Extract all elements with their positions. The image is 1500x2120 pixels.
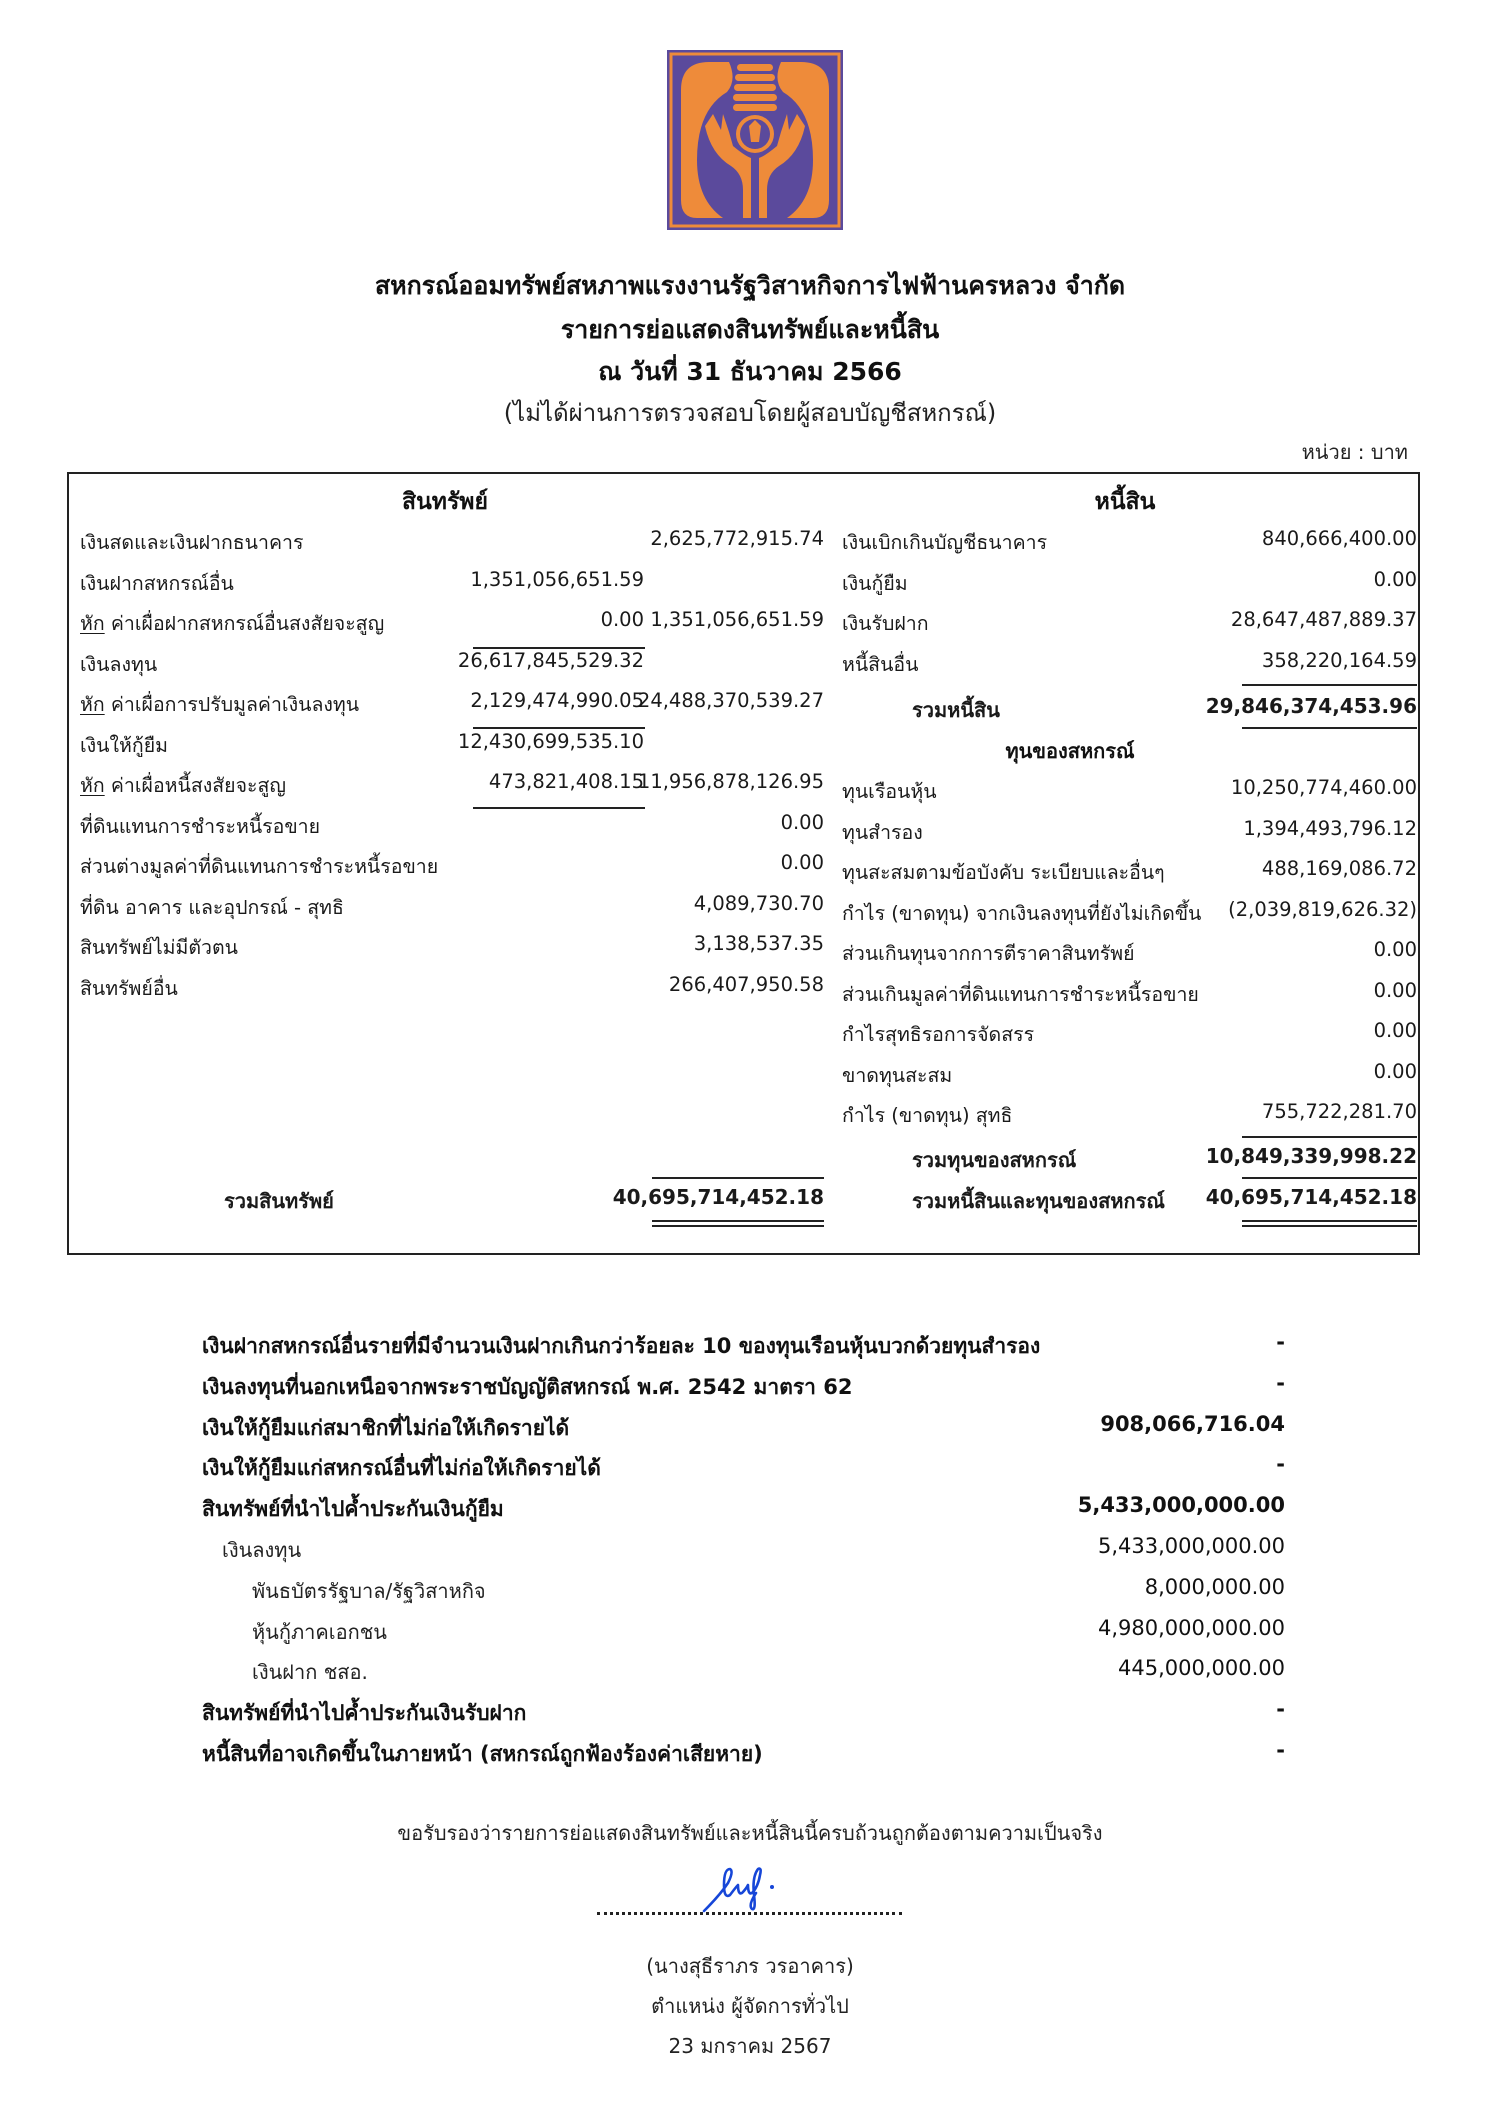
grand-total-label: รวมหนี้สินและทุนของสหกรณ์ xyxy=(912,1189,1165,1213)
asset-row-label xyxy=(80,527,303,558)
equity-total-rule xyxy=(1242,1177,1417,1179)
asset-amount: 0.00 xyxy=(780,810,824,834)
note-label: เงินลงทุน xyxy=(222,1538,302,1562)
asset-sub-amount: 0.00 xyxy=(600,608,644,631)
total-liabilities-value: 29,846,374,453.96 xyxy=(1205,694,1417,718)
currency-unit: หน่วย : บาท xyxy=(1301,440,1408,464)
asset-row-label xyxy=(80,892,344,923)
asset-row-label xyxy=(80,973,178,1004)
asset-item-name: ค่าเผื่อการปรับมูลค่าเงินลงทุน xyxy=(110,693,360,716)
equity-amount: 1,394,493,796.12 xyxy=(1243,816,1417,840)
asset-amount: 24,488,370,539.27 xyxy=(637,689,824,712)
asset-item-name: เงินลงทุน xyxy=(80,652,158,676)
subtotal-rule xyxy=(473,647,645,649)
signer-position: ตำแหน่ง ผู้จัดการทั่วไป xyxy=(651,1994,849,2018)
asset-item-name: ค่าเผื่อหนี้สงสัยจะสูญ xyxy=(110,774,287,797)
asset-amount: 4,089,730.70 xyxy=(693,891,824,915)
asset-item-name: ที่ดิน อาคาร และอุปกรณ์ - สุทธิ xyxy=(80,895,344,919)
asset-item-name: ที่ดินแทนการชำระหนี้รอขาย xyxy=(80,814,321,838)
grand-total-value: 40,695,714,452.18 xyxy=(1205,1185,1417,1209)
total-equity-value: 10,849,339,998.22 xyxy=(1205,1144,1417,1168)
liabilities-row-label: เงินเบิกเกินบัญชีธนาคาร xyxy=(842,531,1048,554)
equity-subtotal-rule xyxy=(1242,1136,1417,1138)
note-label: เงินให้กู้ยืมแก่สมาชิกที่ไม่ก่อให้เกิดรายได้ xyxy=(202,1415,570,1440)
asset-sub-amount: 2,129,474,990.05 xyxy=(470,689,644,712)
liabilities-amount: 0.00 xyxy=(1373,567,1417,591)
equity-amount: 10,250,774,460.00 xyxy=(1230,776,1417,799)
note-label: หนี้สินที่อาจเกิดขึ้นในภายหน้า (สหกรณ์ถูกฟ้องร้องค่าเสียหาย) xyxy=(202,1742,763,1766)
cooperative-logo-icon xyxy=(667,50,843,230)
asset-sub-amount: 26,617,845,529.32 xyxy=(457,648,644,672)
note-label: พันธบัตรรัฐบาล/รัฐวิสาหกิจ xyxy=(252,1578,486,1603)
equity-amount: 488,169,086.72 xyxy=(1261,857,1417,880)
note-label: สินทรัพย์ที่นำไปค้ำประกันเงินรับฝาก xyxy=(202,1701,527,1726)
deduct-prefix: หัก xyxy=(80,693,105,716)
assets-heading: สินทรัพย์ xyxy=(402,489,488,515)
total-assets-label: รวมสินทรัพย์ xyxy=(224,1189,334,1213)
equity-heading: ทุนของสหกรณ์ xyxy=(1005,739,1135,763)
report-title: รายการย่อแสดงสินทรัพย์และหนี้สิน xyxy=(560,315,940,344)
organization-name: สหกรณ์ออมทรัพย์สหภาพแรงงานรัฐวิสาหกิจการไฟฟ้านครหลวง จำกัด xyxy=(374,271,1126,300)
equity-row-label: ส่วนเกินทุนจากการตีราคาสินทรัพย์ xyxy=(842,942,1135,965)
liabilities-row-label: หนี้สินอื่น xyxy=(842,652,919,676)
equity-amount: 0.00 xyxy=(1373,938,1417,961)
note-amount: 445,000,000.00 xyxy=(1118,1656,1285,1681)
asset-sub-amount: 473,821,408.15 xyxy=(488,770,644,793)
note-label: หุ้นกู้ภาคเอกชน xyxy=(252,1619,387,1644)
equity-row-label: กำไร (ขาดทุน) สุทธิ xyxy=(842,1104,1013,1127)
deduct-prefix: หัก xyxy=(80,774,105,797)
asset-row-label xyxy=(80,730,168,761)
asset-row-label xyxy=(80,608,384,639)
equity-amount: 0.00 xyxy=(1373,1019,1417,1042)
signer-name: (นางสุธีราภร วรอาคาร) xyxy=(646,1954,854,1978)
equity-row-label: ทุนสะสมตามข้อบังคับ ระเบียบและอื่นๆ xyxy=(842,861,1165,884)
asset-item-name: ค่าเผื่อฝากสหกรณ์อื่นสงสัยจะสูญ xyxy=(110,612,385,635)
note-label: เงินฝากสหกรณ์อื่นรายที่มีจำนวนเงินฝากเกินกว่าร้อยละ 10 ของทุนเรือนหุ้นบวกด้วยทุนสำรอง xyxy=(202,1334,1041,1358)
note-label: สินทรัพย์ที่นำไปค้ำประกันเงินกู้ยืม xyxy=(202,1497,504,1522)
signature-date: 23 มกราคม 2567 xyxy=(668,2034,832,2058)
liabilities-amount: 28,647,487,889.37 xyxy=(1230,608,1417,631)
equity-row-label: ขาดทุนสะสม xyxy=(842,1063,953,1087)
asset-item-name: เงินให้กู้ยืม xyxy=(80,733,168,757)
asset-amount: 266,407,950.58 xyxy=(668,972,824,996)
liabilities-amount: 358,220,164.59 xyxy=(1261,648,1417,672)
liabilities-total-rule xyxy=(1242,727,1417,729)
note-amount: 4,980,000,000.00 xyxy=(1097,1615,1285,1640)
asset-row-label xyxy=(80,770,286,801)
note-amount: - xyxy=(1276,1370,1285,1395)
note-amount: - xyxy=(1276,1738,1285,1762)
asset-item-name: เงินฝากสหกรณ์อื่น xyxy=(80,571,234,595)
asset-sub-amount: 1,351,056,651.59 xyxy=(470,567,644,591)
equity-row-label: ทุนเรือนหุ้น xyxy=(842,780,937,803)
asset-row-label xyxy=(80,851,438,882)
asset-row-label xyxy=(80,568,234,599)
signature-icon xyxy=(700,1865,790,1915)
note-amount: 5,433,000,000.00 xyxy=(1077,1493,1285,1518)
grand-total-double-rule xyxy=(1242,1220,1417,1227)
equity-amount: 0.00 xyxy=(1373,978,1417,1002)
note-amount: 8,000,000.00 xyxy=(1144,1574,1285,1599)
audit-note: (ไม่ได้ผ่านการตรวจสอบโดยผู้สอบบัญชีสหกรณ์) xyxy=(503,399,997,427)
asset-total-double-rule xyxy=(652,1220,824,1227)
note-amount: - xyxy=(1276,1452,1285,1477)
note-label: เงินฝาก ชสอ. xyxy=(252,1660,368,1685)
subtotal-rule xyxy=(473,807,645,809)
signature-line xyxy=(597,1912,902,1915)
note-label: เงินลงทุนที่นอกเหนือจากพระราชบัญญัติสหกรณ์ พ.ศ. 2542 มาตรา 62 xyxy=(202,1374,853,1399)
total-liabilities-label: รวมหนี้สิน xyxy=(912,698,1000,722)
note-label: เงินให้กู้ยืมแก่สหกรณ์อื่นที่ไม่ก่อให้เกิดรายได้ xyxy=(202,1456,601,1481)
equity-amount: (2,039,819,626.32) xyxy=(1228,897,1417,921)
asset-total-top-rule xyxy=(652,1177,824,1179)
note-amount: - xyxy=(1276,1330,1285,1354)
asset-item-name: ส่วนต่างมูลค่าที่ดินแทนการชำระหนี้รอขาย xyxy=(80,855,439,878)
note-amount: - xyxy=(1276,1697,1285,1722)
equity-row-label: ส่วนเกินมูลค่าที่ดินแทนการชำระหนี้รอขาย xyxy=(842,982,1199,1006)
asset-amount: 11,956,878,126.95 xyxy=(637,770,824,793)
asset-item-name: เงินสดและเงินฝากธนาคาร xyxy=(80,531,304,554)
equity-row-label: กำไรสุทธิรอการจัดสรร xyxy=(842,1023,1035,1046)
equity-amount: 755,722,281.70 xyxy=(1261,1100,1417,1123)
subtotal-rule xyxy=(473,727,645,729)
liabilities-row-label: เงินรับฝาก xyxy=(842,612,929,635)
equity-row-label: ทุนสำรอง xyxy=(842,820,923,844)
liabilities-amount: 840,666,400.00 xyxy=(1261,527,1417,550)
liabilities-row-label: เงินกู้ยืม xyxy=(842,571,908,595)
asset-amount: 3,138,537.35 xyxy=(693,932,824,955)
asset-item-name: สินทรัพย์อื่น xyxy=(80,976,178,1000)
total-equity-label: รวมทุนของสหกรณ์ xyxy=(912,1148,1077,1172)
asset-item-name: สินทรัพย์ไม่มีตัวตน xyxy=(80,936,238,959)
asset-row-label xyxy=(80,811,320,842)
deduct-prefix: หัก xyxy=(80,612,105,635)
asset-amount: 2,625,772,915.74 xyxy=(650,527,824,550)
asset-row-label xyxy=(80,649,157,680)
asset-row-label xyxy=(80,689,359,720)
equity-amount: 0.00 xyxy=(1373,1059,1417,1083)
liabilities-subtotal-rule xyxy=(1242,684,1417,686)
report-date: ณ วันที่ 31 ธันวาคม 2566 xyxy=(598,357,902,386)
note-amount: 908,066,716.04 xyxy=(1100,1411,1285,1436)
note-amount: 5,433,000,000.00 xyxy=(1097,1534,1285,1558)
asset-sub-amount: 12,430,699,535.10 xyxy=(457,729,644,753)
asset-row-label xyxy=(80,932,238,963)
asset-amount: 0.00 xyxy=(780,851,824,874)
certification-statement: ขอรับรองว่ารายการย่อแสดงสินทรัพย์และหนี้สินนี้ครบถ้วนถูกต้องตามความเป็นจริง xyxy=(397,1821,1103,1845)
asset-amount: 1,351,056,651.59 xyxy=(650,608,824,631)
equity-row-label: กำไร (ขาดทุน) จากเงินลงทุนที่ยังไม่เกิดขึ้น xyxy=(842,901,1202,925)
total-assets-value: 40,695,714,452.18 xyxy=(612,1185,824,1209)
liabilities-heading: หนี้สิน xyxy=(1094,489,1156,515)
